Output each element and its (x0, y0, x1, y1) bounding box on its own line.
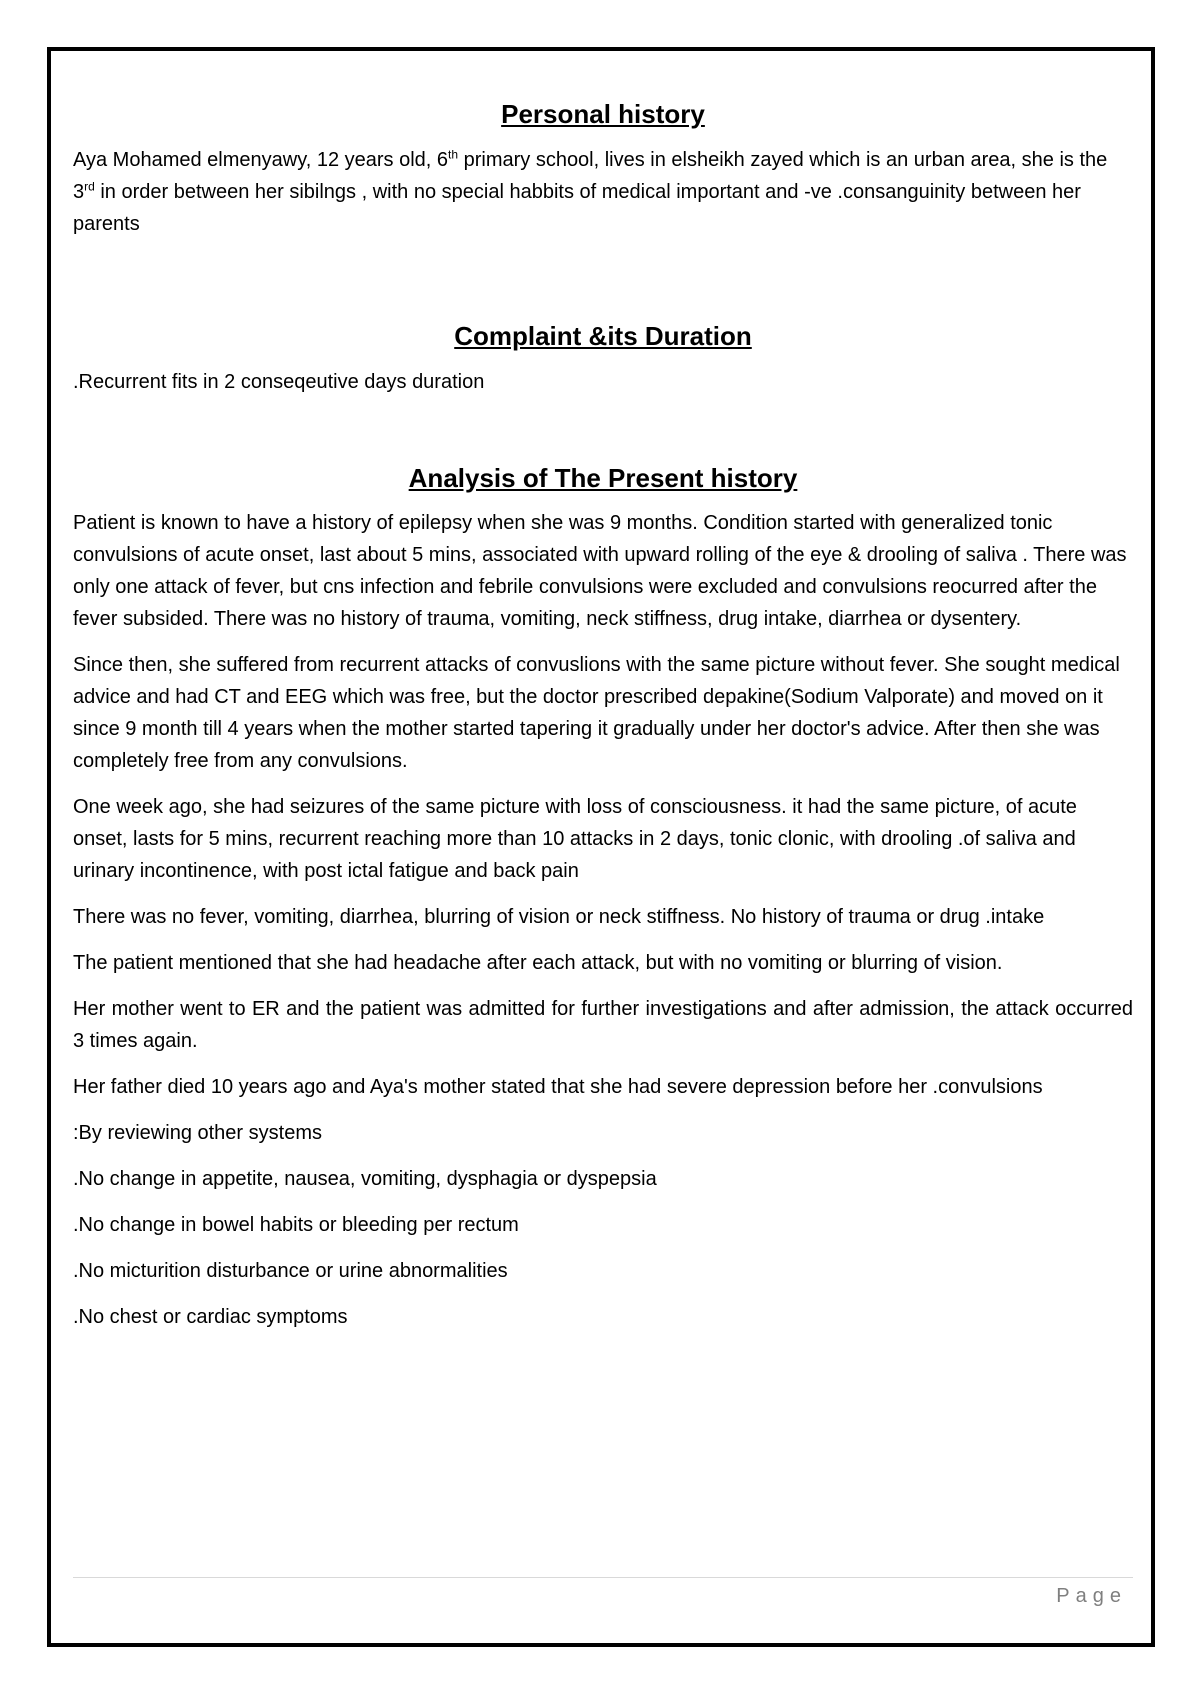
analysis-paragraph-family: Her father died 10 years ago and Aya's mother stated that she had severe depression before her .convulsions (73, 1076, 1043, 1099)
analysis-paragraph-admission: Her mother went to ER and the patient was admitted for further investigations and after admission, the attack occurred 3 times again. (73, 998, 1133, 1053)
footer-divider (73, 1577, 1133, 1578)
ordinal-suffix: th (448, 147, 459, 162)
personal-text-part-2: primary school, lives in elsheikh zayed which is an urban area, she is the 3 (73, 148, 1108, 203)
analysis-paragraph-onset: Patient is known to have a history of epilepsy when she was 9 months. Condition started with generalized tonic convulsions of acute onset, last about 5 mins, associated with upward rolling of the eye & drooling of saliva . There was only one attack of fever, but cns infection and febrile convulsions were excluded and convulsions reocurred after the fever subsided. There was no history of trauma, vomiting, neck stiffness, drug intake, diarrhea or dysentery. (73, 512, 1127, 631)
footer-page-label: Page (1056, 1585, 1127, 1607)
analysis-heading: Analysis of The Present history (408, 462, 798, 493)
systems-review-urinary: .No micturition disturbance or urine abnormalities (73, 1260, 508, 1283)
personal-history-text (73, 144, 1133, 240)
systems-review-intro: :By reviewing other systems (73, 1122, 322, 1145)
analysis-paragraph-recent-seizures: One week ago, she had seizures of the same picture with loss of consciousness. it had the same picture, of acute onset, lasts for 5 mins, recurrent reaching more than 10 attacks in 2 days, tonic clonic, with drooling .of saliva and urinary incontinence, with post ictal fatigue and back pain (73, 796, 1077, 883)
analysis-paragraph-headache: The patient mentioned that she had headache after each attack, but with no vomiting or blurring of vision. (73, 952, 1003, 975)
analysis-paragraph-negatives: There was no fever, vomiting, diarrhea, blurring of vision or neck stiffness. No history of trauma or drug .intake (73, 906, 1045, 929)
systems-review-bowel: .No change in bowel habits or bleeding per rectum (73, 1214, 519, 1237)
complaint-heading: Complaint &its Duration (454, 320, 752, 351)
analysis-paragraph-treatment: Since then, she suffered from recurrent attacks of convuslions with the same picture without fever. She sought medical advice and had CT and EEG which was free, but the doctor prescribed depakine(Sodium Valporate) and moved on it since 9 month till 4 years when the mother started tapering it gradually under her doctor's advice. After then she was completely free from any convulsions. (73, 654, 1120, 773)
systems-review-gi: .No change in appetite, nausea, vomiting, dysphagia or dyspepsia (73, 1168, 657, 1191)
complaint-text: .Recurrent fits in 2 conseqeutive days duration (73, 370, 485, 393)
personal-history-heading: Personal history (501, 99, 705, 129)
ordinal-suffix-2: rd (84, 179, 95, 194)
systems-review-chest: .No chest or cardiac symptoms (73, 1306, 348, 1329)
document-content (73, 98, 1133, 1347)
personal-text-part-3: in order between her sibilngs , with no special habbits of medical important and -ve .consanguinity between her parents (73, 180, 1081, 235)
personal-text-part-1: Aya Mohamed elmenyawy, 12 years old, 6 (73, 148, 449, 171)
